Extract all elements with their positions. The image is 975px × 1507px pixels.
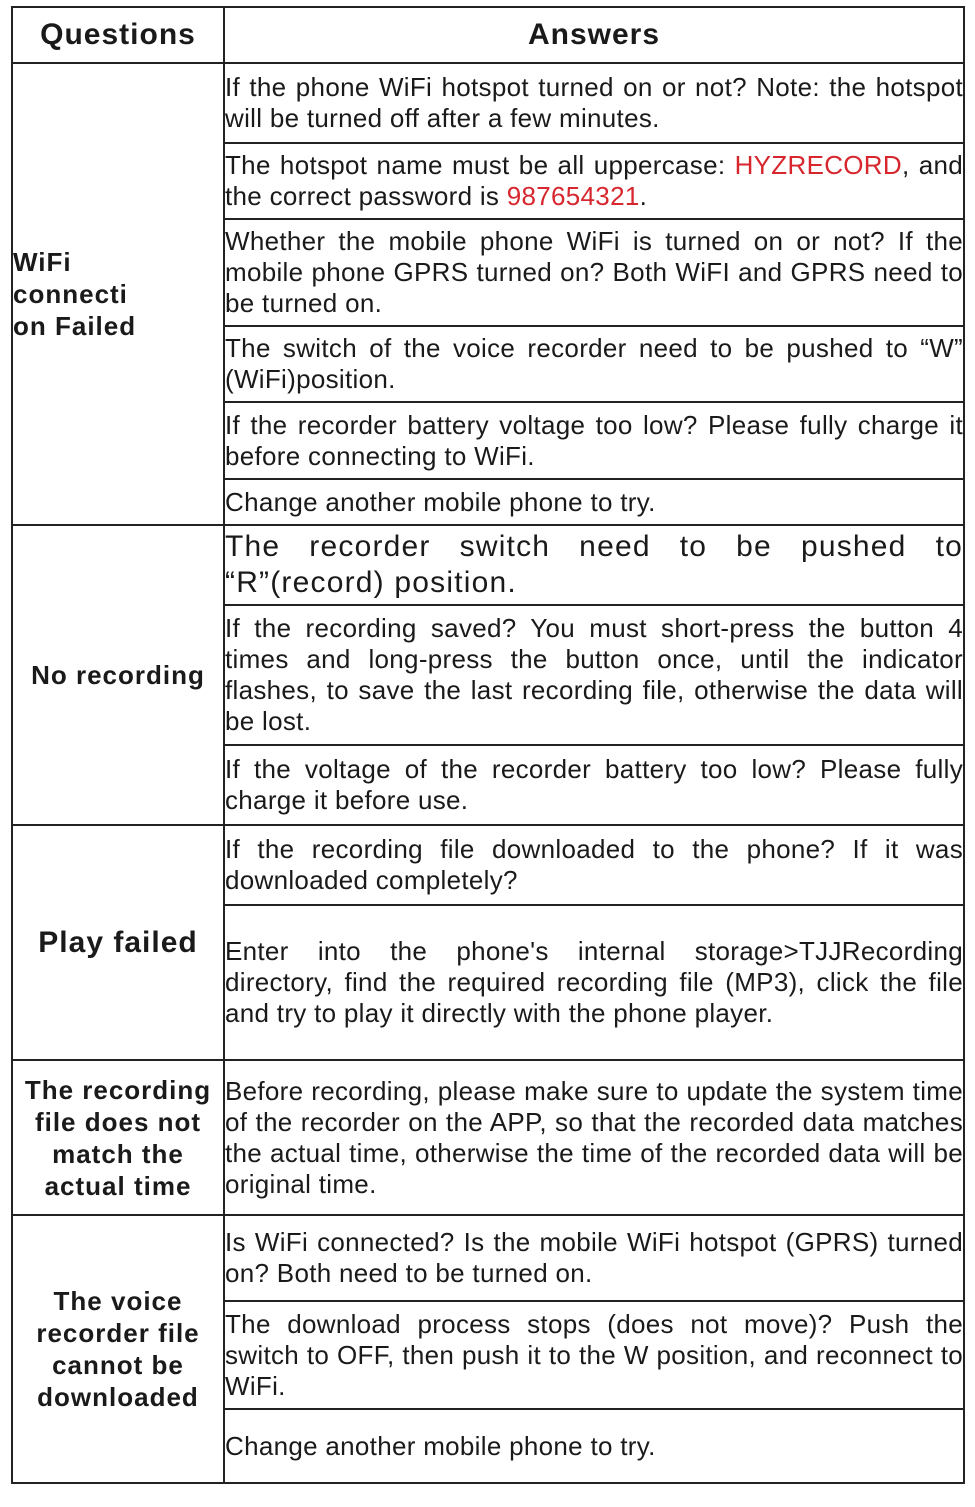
answer-cell: Before recording, please make sure to update the system time of the recorder on the APP, so that the recorded data matches the actual time, otherwise the time of the recorded data will be original time. <box>224 1060 964 1215</box>
answer-cell: Is WiFi connected? Is the mobile WiFi hotspot (GPRS) turned on? Both need to be turned on. <box>224 1215 964 1301</box>
header-row <box>12 7 964 63</box>
question-line: file does not <box>34 1106 202 1137</box>
table-row <box>12 525 964 605</box>
answer-cell: If the phone WiFi hotspot turned on or not? Note: the hotspot will be turned off after a few minutes. <box>224 63 964 143</box>
table-row <box>12 63 964 143</box>
question-no-recording <box>12 525 224 825</box>
answer-cell: Change another mobile phone to try. <box>224 1409 964 1483</box>
answers-header: Answers <box>224 7 964 63</box>
question-wifi-failed <box>12 63 224 525</box>
question-line: The recording <box>24 1074 212 1105</box>
answer-cell: If the recorder battery voltage too low? Please fully charge it before connecting to WiFi. <box>224 402 964 479</box>
answer-cell: If the voltage of the recorder battery too low? Please fully charge it before use. <box>224 745 964 825</box>
question-line: recorder file <box>36 1318 200 1348</box>
answer-cell: Enter into the phone's internal storage>TJJRecording directory, find the required recording file (MP3), click the file and try to play it directly with the phone player. <box>224 905 964 1060</box>
question-line: on Failed <box>13 311 137 341</box>
hotspot-name-value: HYZRECORD <box>734 150 902 180</box>
answer-cell: Change another mobile phone to try. <box>224 479 964 525</box>
answer-cell: The download process stops (does not move)? Push the switch to OFF, then push it to the W position, and reconnect to WiFi. <box>224 1301 964 1409</box>
answer-cell <box>224 143 964 219</box>
question-line: cannot be <box>52 1350 184 1380</box>
answer-cell: Whether the mobile phone WiFi is turned on or not? If the mobile phone GPRS turned on? Both WiFI and GPRS need to be turned on. <box>224 219 964 326</box>
answer-cell: The switch of the voice recorder need to be pushed to “W” (WiFi)position. <box>224 326 964 402</box>
answer-text: , and the correct password is <box>225 150 964 211</box>
questions-header: Questions <box>12 7 224 63</box>
question-line: connecti <box>13 279 128 309</box>
table-row <box>12 1215 964 1301</box>
answer-cell: The recorder switch need to be pushed to “R”(record) position. <box>224 525 964 605</box>
table-row <box>12 1060 964 1215</box>
password-value: 987654321 <box>506 181 640 211</box>
table-row <box>12 825 964 905</box>
question-line: WiFi <box>13 247 72 277</box>
question-line: Play failed <box>38 925 198 959</box>
answer-cell: If the recording saved? You must short-press the button 4 times and long-press the button once, until the indicator flashes, to save the last recording file, otherwise the data will be lost. <box>224 605 964 745</box>
faq-table <box>11 6 965 1484</box>
question-cannot-download <box>12 1215 224 1483</box>
answer-text: The hotspot name must be all uppercase: <box>225 150 735 180</box>
question-line: No recording <box>31 660 205 690</box>
question-play-failed <box>12 825 224 1060</box>
answer-cell: If the recording file downloaded to the phone? If it was downloaded completely? <box>224 825 964 905</box>
question-line: match the <box>52 1138 184 1169</box>
question-line: The voice <box>53 1286 183 1316</box>
question-time-mismatch <box>12 1060 224 1215</box>
answer-text: . <box>639 181 648 211</box>
question-line: downloaded <box>37 1382 199 1412</box>
question-line: actual time <box>44 1170 192 1201</box>
